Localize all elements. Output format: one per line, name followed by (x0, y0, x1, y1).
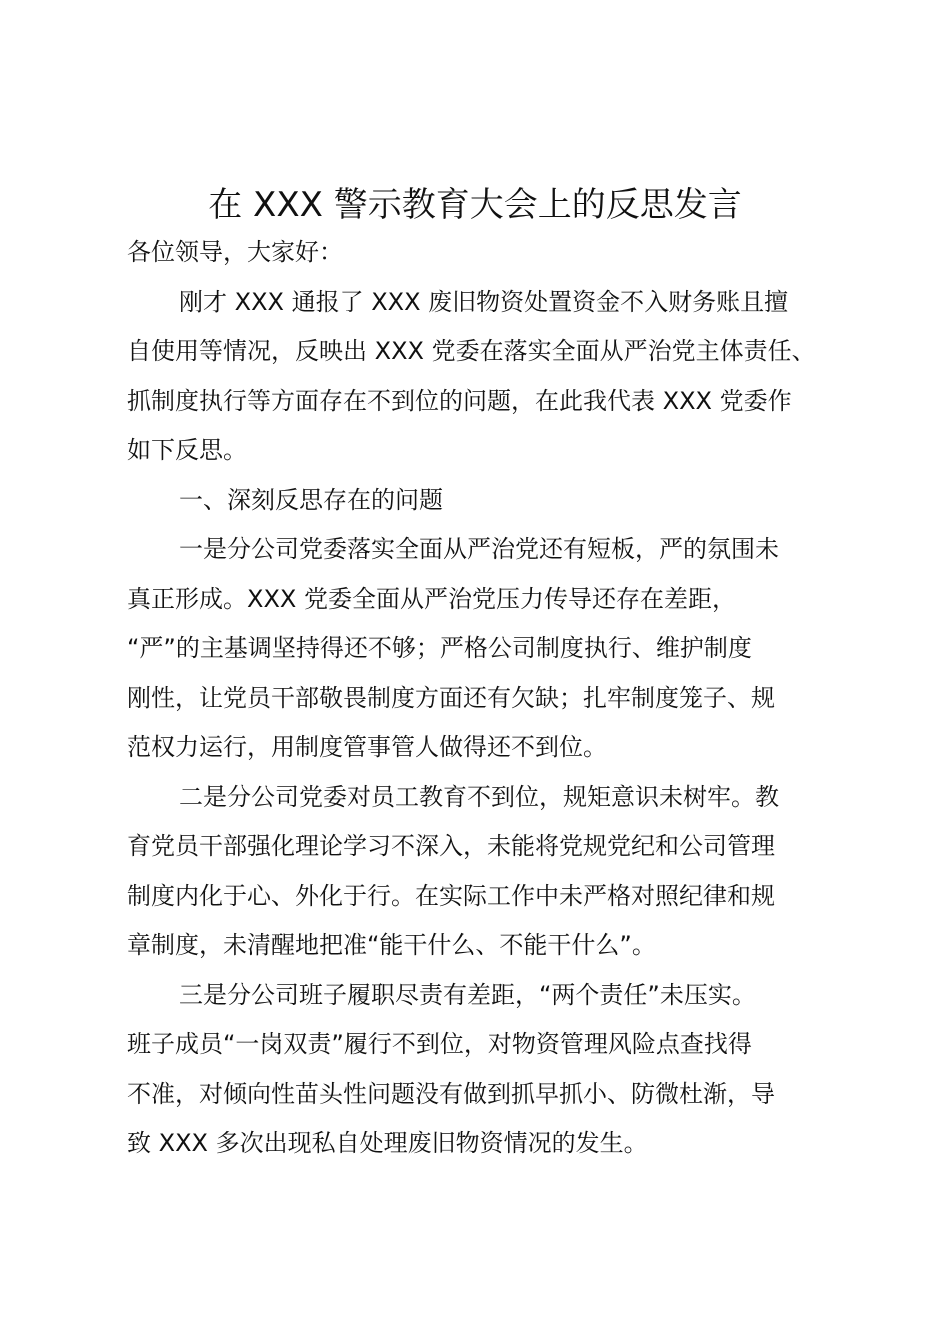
paragraph-line: 如下反思。 (127, 436, 247, 464)
paragraph-line: 自使用等情况，反映出 XXX 党委在落实全面从严治党主体责任、 (127, 337, 816, 365)
paragraph-line: 三是分公司班子履职尽责有差距，“两个责任”未压实。 (179, 980, 756, 1009)
section-heading-line: 一、深刻反思存在的问题 (179, 485, 443, 514)
paragraph-line: 刚才 XXX 通报了 XXX 废旧物资处置资金不入财务账且擅 (179, 287, 789, 316)
paragraph-line: 育党员干部强化理论学习不深入，未能将党规党纪和公司管理 (127, 832, 775, 860)
paragraph-line: 致 XXX 多次出现私自处理废旧物资情况的发生。 (127, 1129, 648, 1157)
paragraph-intro (127, 278, 837, 476)
paragraph-line: 制度内化于心、外化于行。在实际工作中未严格对照纪律和规 (127, 881, 775, 910)
greeting-line: 各位领导，大家好： (127, 238, 343, 266)
paragraph-line: 不准，对倾向性苗头性问题没有做到抓早抓小、防微杜渐，导 (127, 1079, 775, 1108)
paragraph-line: 刚性，让党员干部敬畏制度方面还有欠缺；扎牢制度笼子、规 (127, 683, 775, 712)
paragraph-line: 一是分公司党委落实全面从严治党还有短板，严的氛围未 (179, 535, 779, 563)
paragraph-line: 范权力运行，用制度管事管人做得还不到位。 (127, 733, 607, 761)
paragraph-line: 班子成员“一岗双责”履行不到位，对物资管理风险点查找得 (127, 1030, 752, 1058)
document-body (127, 228, 837, 1169)
section-heading (127, 476, 837, 526)
paragraph-line: 章制度，未清醒地把准“能干什么、不能干什么”。 (127, 931, 656, 959)
paragraph-point-one (127, 525, 837, 773)
paragraph-line: 二是分公司党委对员工教育不到位，规矩意识未树牢。教 (179, 782, 779, 811)
document-title: 在 XXX 警示教育大会上的反思发言 (208, 185, 742, 225)
paragraph-point-three (127, 971, 837, 1169)
paragraph-line: “严”的主基调坚持得还不够；严格公司制度执行、维护制度 (127, 634, 752, 662)
paragraph-line: 抓制度执行等方面存在不到位的问题，在此我代表 XXX 党委作 (127, 386, 792, 415)
paragraph-point-two (127, 773, 837, 971)
paragraph-line: 真正形成。XXX 党委全面从严治党压力传导还存在差距， (127, 584, 736, 613)
